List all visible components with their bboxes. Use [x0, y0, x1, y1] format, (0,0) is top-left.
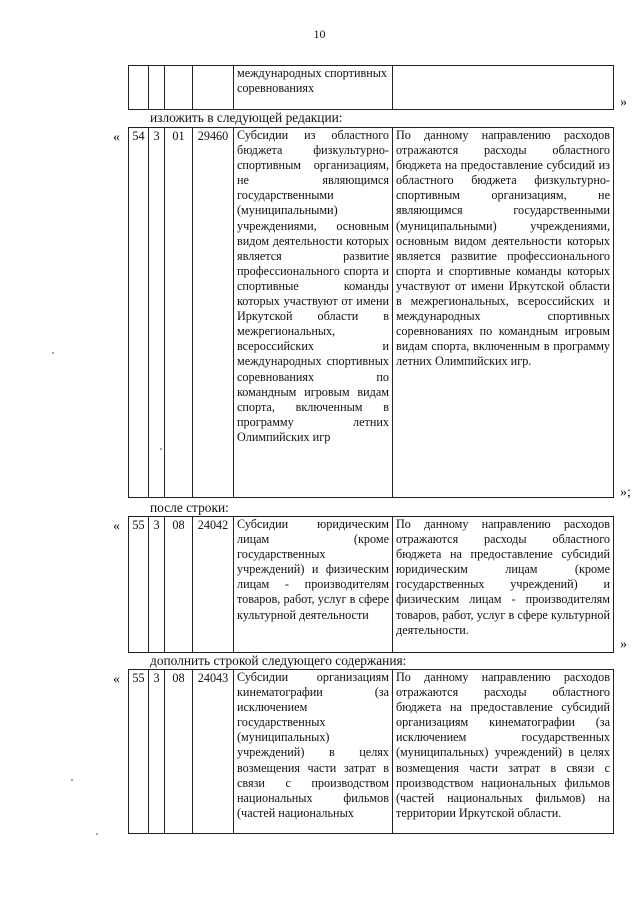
table-row [129, 517, 614, 653]
cell-col1: 54 [129, 128, 149, 498]
cell-col4 [193, 66, 234, 110]
cell-note [393, 66, 614, 110]
cell-col3: 08 [165, 517, 193, 653]
cell-description: Субсидии юридическим лицам (кроме государственных учреждений) и физическим лицам - производителям товаров, работ, услуг в сфере культурной деятельности [234, 517, 393, 653]
table-row [129, 128, 614, 498]
cell-note: По данному направлению расходов отражаются расходы областного бюджета на предоставление субсидий организациям кинематографии (за исключением государственных (муниципальных) учреждений) в целях возмещения части затрат в связи с производством национальных фильмов (частей национальных фильмов) на территории Иркутской области. [393, 670, 614, 834]
opening-quote: « [113, 519, 120, 534]
scan-speck [160, 448, 162, 450]
cell-col2 [149, 66, 165, 110]
cell-description: Субсидии организациям кинематографии (за исключением государственных (муниципальных) учреждений) в целях возмещения части затрат в связи с производством национальных фильмов (частей национальных [234, 670, 393, 834]
closing-quote: » [620, 95, 627, 110]
closing-quote: » [620, 637, 627, 652]
cell-col2: 3 [149, 670, 165, 834]
cell-col3: 08 [165, 670, 193, 834]
scan-speck [52, 352, 54, 354]
section-caption: изложить в следующей редакции: [150, 110, 343, 125]
cell-note: По данному направлению расходов отражаются расходы областного бюджета на предоставление субсидий юридическим лицам (кроме государственных учреждений) и физическим лицам - производителям товаров, работ, услуг в сфере культурной деятельности. [393, 517, 614, 653]
cell-col3 [165, 66, 193, 110]
cell-note: По данному направлению расходов отражаются расходы областного бюджета на предоставление субсидий из областного бюджета физкультурно-спортивным организациям, не являющимся государственными (муниципальными) учреждениями, основным видом деятельности которых является развитие профессионального спорта и спортивные команды которых участвуют от имени Иркутской области в межрегиональных, всероссийских и международных спортивных соревнованиях по командным игровым видам спорта, включенным в программу летних Олимпийских игр. [393, 128, 614, 498]
scan-speck [71, 779, 73, 781]
cell-col3: 01 [165, 128, 193, 498]
table-row [129, 66, 614, 110]
budget-table [128, 516, 614, 653]
cell-description: международных спортивных соревнованиях [234, 66, 393, 110]
closing-quote: »; [620, 485, 631, 500]
opening-quote: « [113, 130, 120, 145]
cell-col1 [129, 66, 149, 110]
cell-col2: 3 [149, 517, 165, 653]
cell-col4: 29460 [193, 128, 234, 498]
cell-col4: 24042 [193, 517, 234, 653]
cell-description: Субсидии из областного бюджета физкультурно-спортивным организациям, не являющимся государственными (муниципальными) учреждениями, основным видом деятельности которых является развитие профессионального спорта и спортивные команды которых участвуют от имени Иркутской области в межрегиональных, всероссийских и международных спортивных соревнованиях по командным игровым видам спорта, включенным в программу летних Олимпийских игр [234, 128, 393, 498]
budget-table [128, 669, 614, 834]
opening-quote: « [113, 672, 120, 687]
section-caption: дополнить строкой следующего содержания: [150, 653, 407, 668]
section-caption: после строки: [150, 500, 229, 515]
cell-col1: 55 [129, 670, 149, 834]
cell-col2: 3 [149, 128, 165, 498]
cell-col1: 55 [129, 517, 149, 653]
cell-col4: 24043 [193, 670, 234, 834]
page-number: 10 [313, 27, 326, 41]
budget-table [128, 127, 614, 498]
table-fragment [128, 65, 614, 110]
scan-speck [96, 833, 98, 835]
table-row [129, 670, 614, 834]
